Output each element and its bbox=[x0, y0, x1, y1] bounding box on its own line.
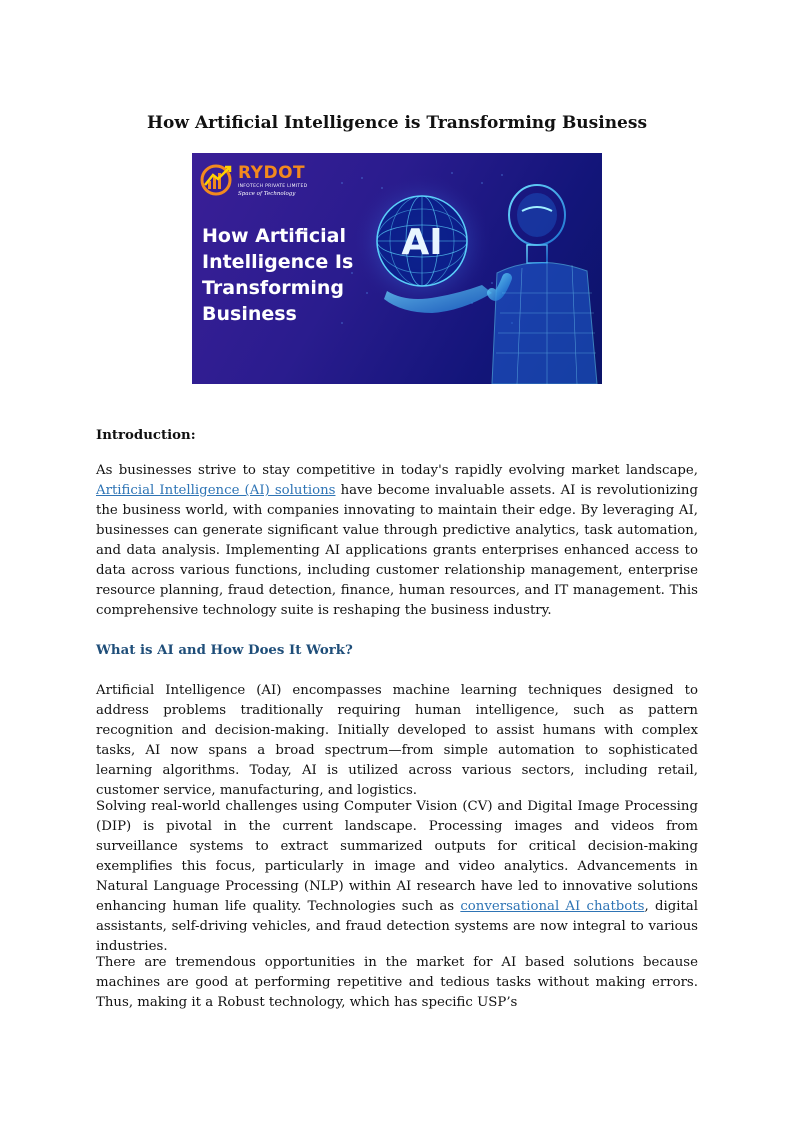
logo-tagline: Space of Technology bbox=[238, 191, 296, 197]
section-paragraph-2 bbox=[96, 797, 698, 957]
page-title: How Artificial Intelligence is Transforming Business bbox=[146, 113, 648, 133]
section-paragraph-1-text: Artificial Intelligence (AI) encompasses machine learning techniques designed to address problems traditionally requiring human intelligence, such as pattern recognition and decision-making. Initially developed to assist humans with complex tasks, AI now spans a broad spectrum—from simple automation to sophisticated learning algorithms. Today, AI is utilized across various sectors, including retail, customer service, manufacturing, and logistics. bbox=[96, 683, 698, 798]
section-paragraph-3 bbox=[96, 953, 698, 1013]
section-heading: What is AI and How Does It Work? bbox=[96, 643, 353, 658]
globe-label: AI bbox=[401, 222, 443, 263]
logo-name: RYDOT bbox=[238, 163, 306, 183]
banner-headline-line: Business bbox=[202, 303, 297, 325]
section-p2-text-start: Solving real-world challenges using Computer Vision (CV) and Digital Image Processing (DIP) is pivotal in the current landscape. Processing images and videos from surveillance systems to extract summarized outputs for critical decision-making exemplifies this focus, particularly in image and video analytics. Advancements in Natural Language Processing (NLP) within AI research have led to innovative solutions enhancing human life quality. Technologies such as bbox=[96, 799, 698, 914]
banner-headline-line: How Artificial bbox=[202, 225, 346, 247]
banner-headline-line: Intelligence Is bbox=[202, 251, 354, 273]
hero-banner bbox=[192, 153, 602, 384]
intro-heading: Introduction: bbox=[96, 428, 196, 443]
chatbots-link[interactable]: conversational AI chatbots bbox=[460, 899, 645, 914]
banner-headline-line: Transforming bbox=[202, 277, 345, 299]
ai-robot-illustration bbox=[192, 153, 602, 384]
section-paragraph-3-text: There are tremendous opportunities in the market for AI based solutions because machines are good at performing repetitive and tedious tasks without making errors. Thus, making it a Robust technology, which has specific USP’s bbox=[96, 955, 698, 1010]
intro-paragraph bbox=[96, 461, 698, 621]
ai-solutions-link[interactable]: Artificial Intelligence (AI) solutions bbox=[96, 483, 336, 498]
section-p2-text-end: , digital assistants, self-driving vehicles, and fraud detection systems are now integral to various industries. bbox=[96, 899, 698, 954]
logo-subtitle: INFOTECH PRIVATE LIMITED bbox=[238, 184, 308, 189]
intro-text-start: As businesses strive to stay competitive in today's rapidly evolving market landscape, bbox=[96, 463, 698, 478]
intro-text-end: have become invaluable assets. AI is revolutionizing the business world, with companies innovating to maintain their edge. By leveraging AI, businesses can generate significant value through predictive analytics, task automation, and data analysis. Implementing AI applications grants enterprises enhanced access to data across various functions, including customer relationship management, enterprise resource planning, fraud detection, finance, human resources, and IT management. This comprehensive technology suite is reshaping the business industry. bbox=[96, 483, 698, 618]
section-paragraph-1 bbox=[96, 681, 698, 801]
